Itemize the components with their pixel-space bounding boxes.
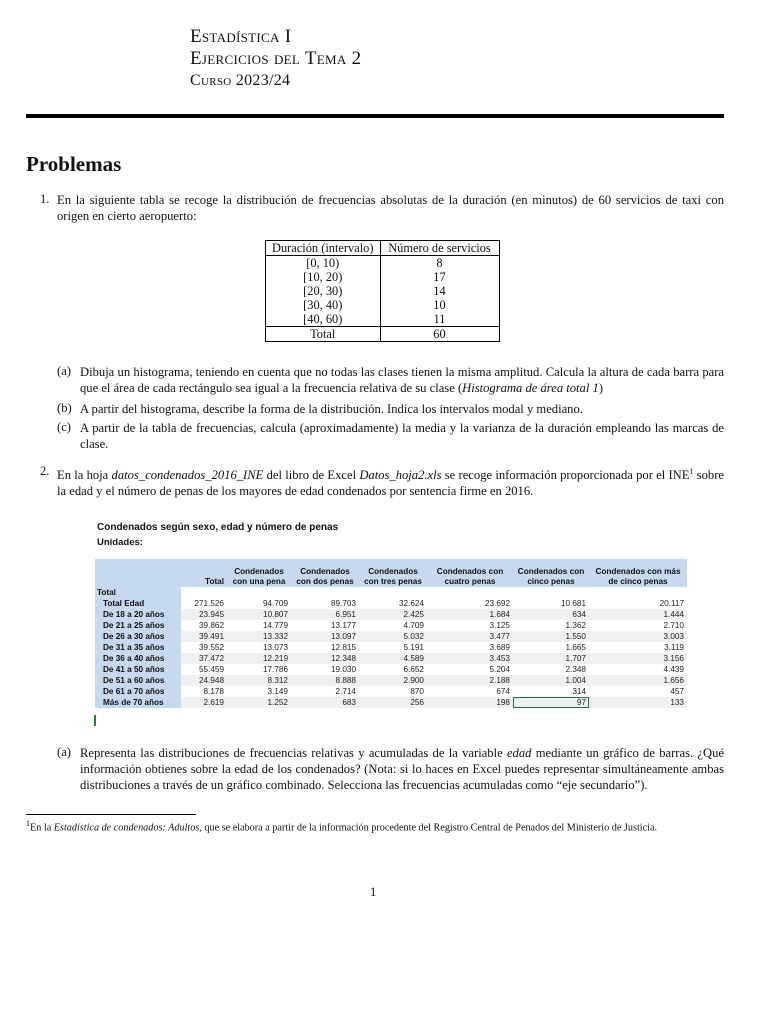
p2-text-4: sobre la edad y el número de penas de los mayores de edad condenados por sentencia firme en 2016. [57, 468, 724, 499]
document-header [190, 26, 361, 92]
freq-header-count: Número de servicios [380, 241, 499, 256]
excel-cell: 457 [670, 687, 684, 696]
footnote-ref: 1 [689, 467, 694, 476]
excel-cell: 1.444 [589, 609, 687, 620]
excel-row-label: Más de 70 años [95, 697, 181, 708]
header-rule [26, 114, 724, 118]
count-cell: 17 [380, 270, 499, 284]
excel-header-col: Condenados con cuatro penas [427, 559, 513, 587]
problem-2-number: 2. [40, 464, 50, 478]
excel-cell: 133 [589, 697, 687, 708]
excel-row-label: Total Edad [95, 598, 181, 609]
excel-title: Condenados según sexo, edad y número de penas [97, 522, 339, 533]
excel-cell: 3.119 [664, 643, 684, 652]
excel-cell: 634 [513, 609, 589, 620]
footnote-text-1: En la [30, 822, 54, 834]
excel-cell: 2.425 [359, 609, 427, 620]
excel-cell: 37.472 [181, 653, 227, 664]
excel-cell: 1.707 [513, 653, 589, 664]
excel-cell: 23.692 [484, 599, 510, 608]
excel-cell: 2.900 [359, 675, 427, 686]
excel-cell: 256 [359, 697, 427, 708]
excel-cell: 13.332 [227, 631, 291, 642]
excel-cell: 13.177 [330, 621, 356, 630]
excel-cell: 5.191 [403, 643, 424, 652]
interval-cell: [20, 30) [266, 284, 381, 298]
excel-table-row [95, 609, 687, 620]
excel-cell: 2.710 [663, 621, 684, 630]
excel-cell: 3.453 [427, 653, 513, 664]
excel-cell: 4.439 [663, 665, 684, 674]
excel-cell: 23.945 [181, 609, 227, 620]
excel-row-label: De 61 a 70 años [95, 686, 181, 697]
excel-row-label: De 36 a 40 años [95, 653, 181, 664]
excel-section-row [95, 587, 687, 598]
footnote [26, 817, 724, 834]
item-2a-body: Representa las distribuciones de frecuencias relativas y acumuladas de la variable [80, 746, 507, 760]
excel-cell: 1.665 [565, 643, 586, 652]
excel-cell: 1.004 [513, 675, 589, 686]
excel-header-corner [95, 559, 181, 587]
excel-cell: 39.862 [198, 621, 224, 630]
excel-cell: 39.552 [198, 643, 224, 652]
excel-cell: 3.149 [267, 687, 288, 696]
freq-header-interval: Duración (intervalo) [266, 241, 381, 256]
count-cell: 10 [380, 298, 499, 312]
excel-section-spacer [181, 587, 687, 598]
p2-text-2: del libro de Excel [263, 468, 360, 483]
excel-cell: 10.681 [560, 599, 586, 608]
excel-cell: 870 [410, 687, 424, 696]
excel-cell: 8.888 [291, 675, 359, 686]
excel-cell: 3.156 [589, 653, 687, 664]
excel-cell: 13.073 [262, 643, 288, 652]
excel-cell: 12.815 [330, 643, 356, 652]
excel-cell: 314 [572, 687, 586, 696]
excel-cell: 6.652 [403, 665, 424, 674]
excel-table-row [95, 664, 687, 675]
course-year: Curso 2023/24 [190, 72, 291, 89]
interval-cell: [40, 60) [266, 312, 381, 327]
excel-cell: 4.589 [359, 653, 427, 664]
exercise-title: Ejercicios del Tema 2 [190, 48, 362, 69]
problem-1-text: En la siguiente tabla se recoge la distribución de frecuencias absolutas de la duración (en minutos) de 60 servicios de taxi con origen en cierto aeropuerto: [57, 193, 724, 223]
count-cell: 14 [380, 284, 499, 298]
excel-data-table [95, 559, 687, 708]
count-cell: 11 [380, 312, 499, 327]
table-row [266, 312, 500, 327]
page-number: 1 [370, 885, 377, 899]
item-1c-label: (c) [57, 420, 71, 434]
excel-row-marker [94, 715, 96, 726]
excel-cell: 13.097 [291, 631, 359, 642]
excel-cell: 4.709 [403, 621, 424, 630]
excel-row-label: De 41 a 50 años [95, 664, 181, 675]
excel-cell: 674 [496, 687, 510, 696]
excel-cell: 8.178 [203, 687, 224, 696]
footnote-text-2: , que se elabora a partir de la información procedente del Registro Central de Penados del Ministerio de Justicia. [199, 822, 658, 834]
excel-cell: 1.684 [427, 609, 513, 620]
count-cell: 8 [380, 256, 499, 271]
excel-cell: 32.624 [398, 599, 424, 608]
item-2a-label: (a) [57, 745, 71, 759]
excel-cell: 271.526 [194, 599, 224, 608]
excel-cell: 8.312 [227, 675, 291, 686]
problem-2-text [57, 464, 724, 499]
table-row [266, 298, 500, 312]
excel-cell: 1.252 [227, 697, 291, 708]
excel-header-col: Condenados con cinco penas [513, 559, 589, 587]
excel-row-label: De 21 a 25 años [95, 620, 181, 631]
frequency-table [265, 240, 500, 342]
footnote-italic: Estadística de condenados: Adultos [53, 822, 200, 834]
item-1a-body: Dibuja un histograma, teniendo en cuenta que no todas las clases tienen la misma amplitud. Calcula la altura de cada barra para que el área de cada rectángulo sea igual a la frecuencia relativa de su clase ( [80, 365, 724, 395]
excel-cell: 14.779 [262, 621, 288, 630]
total-label: Total [266, 327, 381, 342]
item-1a-text [80, 364, 724, 396]
excel-table-row [95, 697, 687, 708]
excel-cell: 2.714 [335, 687, 356, 696]
excel-cell: 17.786 [262, 665, 288, 674]
table-total-row [266, 327, 500, 342]
item-1a-end: ) [598, 381, 604, 395]
excel-cell: 2.188 [427, 675, 513, 686]
excel-header-total: Total [181, 559, 227, 587]
excel-cell: 6.951 [291, 609, 359, 620]
excel-cell: 2.348 [565, 665, 586, 674]
excel-header-col: Condenados con más de cinco penas [589, 559, 687, 587]
table-row [266, 284, 500, 298]
excel-cell: 12.219 [227, 653, 291, 664]
excel-table-row [95, 598, 687, 609]
p2-file-name: Datos_hoja2.xls [359, 468, 442, 483]
excel-table-row [95, 675, 687, 686]
p2-text-1: En la hoja [57, 468, 112, 483]
excel-header-col: Condenados con dos penas [291, 559, 359, 587]
excel-cell: 39.491 [181, 631, 227, 642]
interval-cell: [10, 20) [266, 270, 381, 284]
course-title: Estadística I [190, 26, 292, 47]
excel-section-label: Total [95, 587, 181, 598]
excel-table-row [95, 686, 687, 697]
excel-cell: 89.703 [330, 599, 356, 608]
footnote-mark: 1 [26, 819, 30, 828]
excel-cell: 198 [427, 697, 513, 708]
problem-1-number: 1. [40, 192, 50, 206]
p2-sheet-name: datos_condenados_2016_INE [111, 468, 264, 483]
excel-subtitle: Unidades: [97, 537, 143, 548]
item-2a-end: mediante un gráfico de barras. ¿Qué información obtienes sobre la edad de los condenados? (Nota: si lo haces en Excel puedes representar simultáneamente ambas distribuciones a través de un gráfico combinado. Selecciona las frecuencias acumuladas como “eje secundario”). [80, 746, 724, 792]
excel-row-label: De 26 a 30 años [95, 631, 181, 642]
excel-row-label: De 31 a 35 años [95, 642, 181, 653]
excel-cell: 683 [291, 697, 359, 708]
excel-row-label: De 51 a 60 años [95, 675, 181, 686]
excel-cell: 1.656 [589, 675, 687, 686]
excel-cell: 5.204 [489, 665, 510, 674]
footnote-rule [26, 814, 196, 815]
item-1b-text: A partir del histograma, describe la forma de la distribución. Indica los intervalos modal y mediano. [80, 402, 583, 416]
excel-cell: 3.477 [427, 631, 513, 642]
excel-cell: 12.348 [291, 653, 359, 664]
excel-header-col: Condenados con tres penas [359, 559, 427, 587]
item-1b-label: (b) [57, 401, 72, 415]
excel-table-image [93, 513, 687, 735]
item-1a-italic: Histograma de área total 1 [462, 381, 599, 395]
excel-cell: 3.125 [489, 621, 510, 630]
section-title: Problemas [26, 152, 122, 176]
excel-cell: 10.807 [227, 609, 291, 620]
interval-cell: [0, 10) [266, 256, 381, 271]
item-2a-text [80, 745, 724, 793]
excel-cell: 97 [513, 697, 589, 708]
excel-cell: 20.117 [659, 599, 684, 608]
excel-cell: 1.362 [565, 621, 586, 630]
excel-header-col: Condenados con una pena [227, 559, 291, 587]
excel-cell: 5.032 [359, 631, 427, 642]
item-1c-text: A partir de la tabla de frecuencias, calcula (aproximadamente) la media y la varianza de la duración empleando las marcas de clase. [80, 421, 724, 451]
excel-table-row [95, 642, 687, 653]
excel-cell: 19.030 [330, 665, 356, 674]
excel-cell: 2.619 [181, 697, 227, 708]
total-value: 60 [380, 327, 499, 342]
excel-row-label: De 18 a 20 años [95, 609, 181, 620]
table-row [266, 270, 500, 284]
item-1a-label: (a) [57, 364, 71, 378]
excel-cell: 55.459 [198, 665, 224, 674]
p2-text-3: se recoge información proporcionada por el INE [441, 468, 690, 483]
excel-table-row [95, 620, 687, 631]
excel-cell: 1.550 [513, 631, 589, 642]
excel-table-row [95, 631, 687, 642]
excel-cell: 94.709 [262, 599, 288, 608]
interval-cell: [30, 40) [266, 298, 381, 312]
excel-table-row [95, 653, 687, 664]
table-row [266, 256, 500, 271]
excel-cell: 24.948 [181, 675, 227, 686]
excel-cell: 3.689 [489, 643, 510, 652]
item-2a-italic: edad [506, 746, 532, 760]
excel-cell: 3.003 [589, 631, 687, 642]
